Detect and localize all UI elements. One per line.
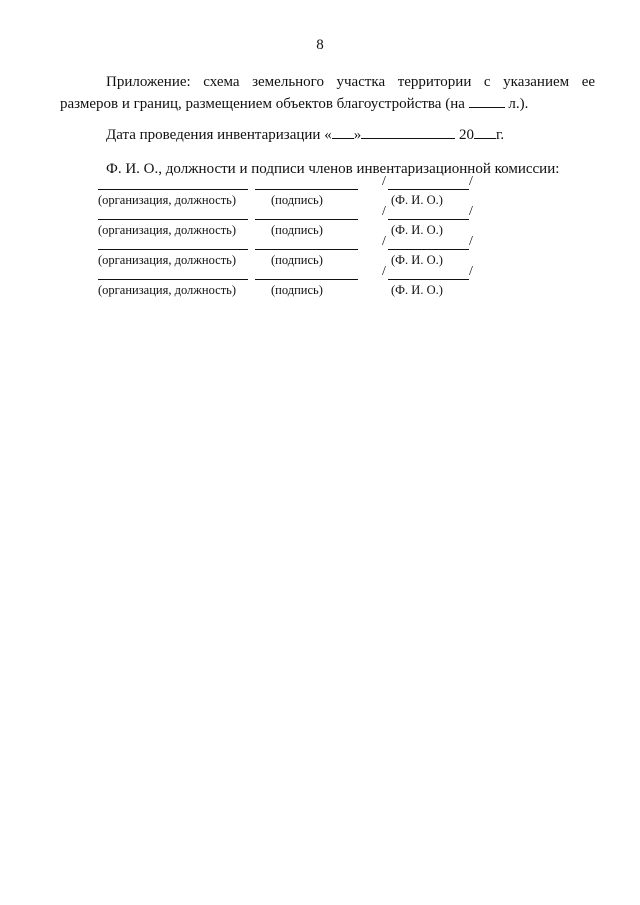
caption-organization-position: (организация, должность) bbox=[98, 283, 237, 297]
appendix-label: Приложение: bbox=[106, 74, 191, 90]
inventory-date-line bbox=[106, 124, 504, 146]
fio-line[interactable] bbox=[388, 279, 469, 280]
fio-slash-left: / bbox=[382, 264, 386, 279]
fio-slash-left: / bbox=[382, 234, 386, 249]
caption-organization-position: (организация, должность) bbox=[98, 193, 237, 207]
sheets-count-blank[interactable] bbox=[469, 93, 505, 108]
year-prefix: 20 bbox=[458, 127, 474, 143]
fio-slash-right: / bbox=[469, 234, 473, 249]
month-blank[interactable] bbox=[361, 124, 455, 139]
organization-position-line[interactable] bbox=[98, 219, 248, 220]
caption-fio: (Ф. И. О.) bbox=[391, 253, 443, 267]
signature-line[interactable] bbox=[255, 279, 358, 280]
page-number: 8 bbox=[316, 37, 324, 53]
caption-signature: (подпись) bbox=[271, 223, 323, 237]
fio-line[interactable] bbox=[388, 189, 469, 190]
signature-line[interactable] bbox=[255, 189, 358, 190]
fio-line[interactable] bbox=[388, 249, 469, 250]
inventory-date-label: Дата проведения инвентаризации « bbox=[106, 127, 332, 143]
caption-signature: (подпись) bbox=[271, 283, 323, 297]
caption-signature: (подпись) bbox=[271, 193, 323, 207]
fio-slash-right: / bbox=[469, 204, 473, 219]
caption-fio: (Ф. И. О.) bbox=[391, 223, 443, 237]
year-blank[interactable] bbox=[474, 124, 496, 139]
fio-line[interactable] bbox=[388, 219, 469, 220]
caption-organization-position: (организация, должность) bbox=[98, 253, 237, 267]
appendix-text: схема земельного участка территории с указанием ее размеров и границ, размещением объектов благоустройства (на bbox=[60, 74, 596, 112]
caption-fio: (Ф. И. О.) bbox=[391, 283, 443, 297]
fio-slash-right: / bbox=[469, 264, 473, 279]
commission-heading: Ф. И. О., должности и подписи членов инвентаризационной комиссии: bbox=[106, 161, 560, 177]
caption-fio: (Ф. И. О.) bbox=[391, 193, 443, 207]
inventory-date-quote-close: » bbox=[353, 127, 362, 143]
appendix-sheets-suffix: л.). bbox=[508, 96, 529, 112]
fio-slash-right: / bbox=[469, 174, 473, 189]
day-blank[interactable] bbox=[332, 124, 354, 139]
caption-organization-position: (организация, должность) bbox=[98, 223, 237, 237]
organization-position-line[interactable] bbox=[98, 249, 248, 250]
signature-line[interactable] bbox=[255, 219, 358, 220]
signature-line[interactable] bbox=[255, 249, 358, 250]
year-suffix: г. bbox=[495, 127, 505, 143]
organization-position-line[interactable] bbox=[98, 189, 248, 190]
organization-position-line[interactable] bbox=[98, 279, 248, 280]
caption-signature: (подпись) bbox=[271, 253, 323, 267]
appendix-paragraph bbox=[60, 71, 595, 115]
fio-slash-left: / bbox=[382, 174, 386, 189]
fio-slash-left: / bbox=[382, 204, 386, 219]
